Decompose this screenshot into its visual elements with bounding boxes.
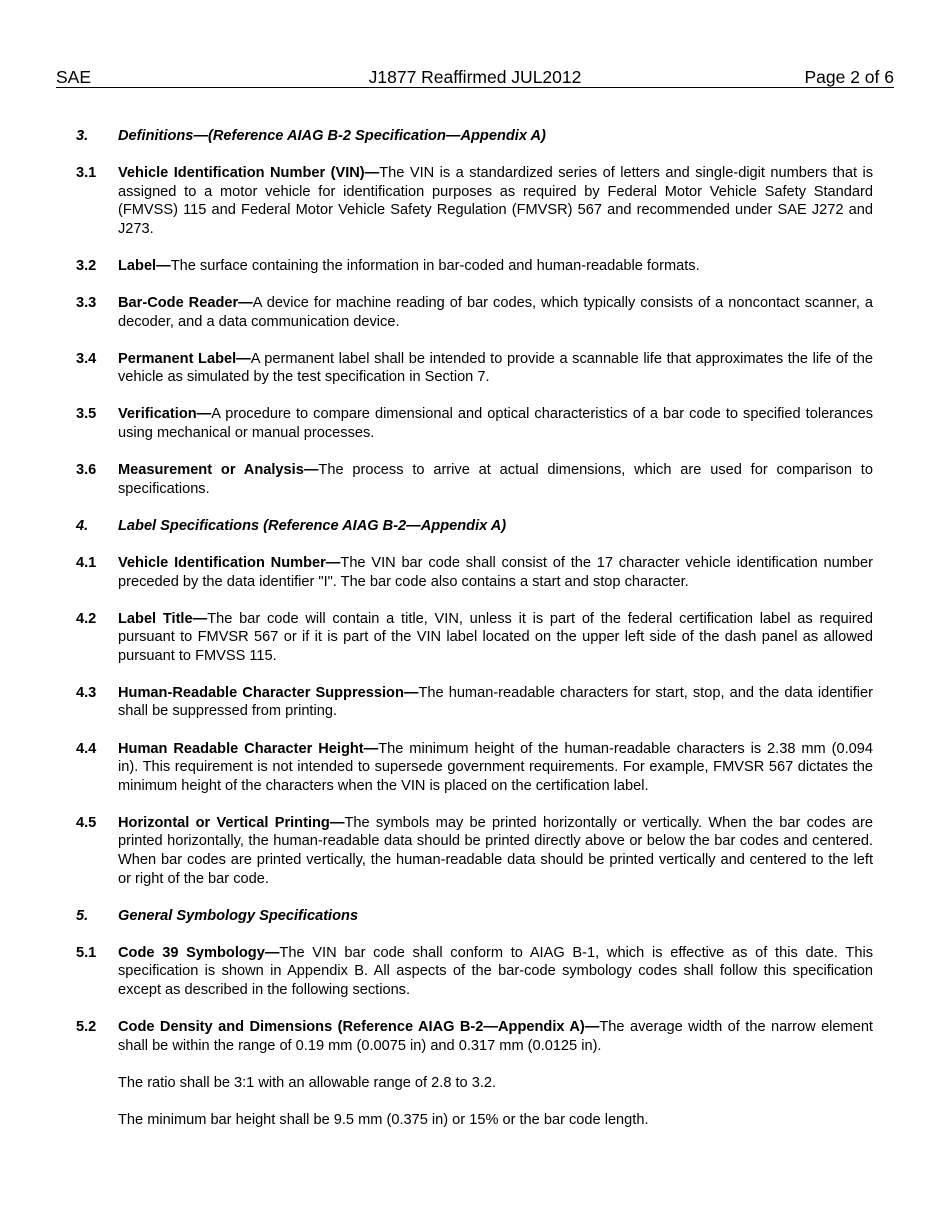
item-body: [118, 944, 873, 1000]
item-term: Human-Readable Character Suppression—: [118, 684, 419, 701]
item-body: [118, 257, 873, 276]
spec-item: [76, 944, 873, 1000]
spec-item: [76, 740, 873, 796]
header-document-id: J1877 Reaffirmed JUL2012: [368, 67, 582, 87]
item-number: 3.4: [76, 350, 97, 367]
header-organization: SAE: [56, 67, 92, 87]
spec-item: [76, 610, 873, 666]
item-body: [118, 350, 873, 387]
page-header: [56, 67, 894, 88]
item-number: 3.6: [76, 462, 97, 479]
item-text: The VIN is a standardized series of letters and single-digit numbers that is assigned to a motor vehicle for identification purposes as required by Federal Motor Vehicle Safety Standard (FMVSS) 115 and Federal Motor Vehicle Safety Regulation (FMVSR) 567 and recommended under SAE J272 and J273.: [118, 165, 873, 237]
item-body: [118, 554, 873, 591]
item-body: [118, 294, 873, 331]
spec-item: [76, 684, 873, 721]
item-body: [118, 684, 873, 721]
item-text: The VIN bar code shall conform to AIAG B-1, which is effective as of this date. This specification is shown in Appendix B. All aspects of the bar-code symbology codes shall follow this specification except as described in the following sections.: [118, 944, 873, 998]
item-term: Bar-Code Reader—: [118, 295, 253, 312]
item-body: [118, 164, 873, 238]
item-number: 3.3: [76, 295, 97, 312]
definition-item: [76, 294, 873, 331]
section-heading: [76, 517, 873, 536]
item-number: 4.3: [76, 684, 97, 701]
item-body: [118, 1018, 873, 1055]
section-title: Label Specifications (Reference AIAG B-2—Appendix A): [118, 517, 507, 534]
spec-item: [76, 1018, 873, 1055]
section-number: 3.: [76, 128, 89, 144]
item-term: Permanent Label—: [118, 350, 251, 367]
item-text: The VIN bar code shall consist of the 17 character vehicle identification number preceded by the data identifier "I". The bar code also contains a start and stop character.: [118, 554, 873, 590]
item-number: 4.1: [76, 554, 97, 571]
spec-item: [76, 554, 873, 591]
item-number: 3.1: [76, 165, 97, 182]
item-text: A permanent label shall be intended to provide a scannable life that approximates the life of the vehicle as simulated by the test specification in Section 7.: [118, 350, 873, 386]
paragraph-text: The ratio shall be 3:1 with an allowable range of 2.8 to 3.2.: [118, 1074, 497, 1091]
plain-paragraph: [76, 1074, 873, 1093]
item-term: Vehicle Identification Number (VIN)—: [118, 165, 380, 182]
header-page-number: Page 2 of 6: [804, 67, 894, 87]
item-body: [118, 740, 873, 796]
definition-item: [76, 405, 873, 442]
item-body: [118, 461, 873, 498]
item-body: [118, 814, 873, 888]
item-term: Verification—: [118, 406, 212, 423]
spec-item: [76, 814, 873, 888]
paragraph-text: The minimum bar height shall be 9.5 mm (0.375 in) or 15% or the bar code length.: [118, 1111, 649, 1128]
item-text: The average width of the narrow element shall be within the range of 0.19 mm (0.0075 in) and 0.317 mm (0.0125 in).: [118, 1019, 873, 1054]
plain-paragraph: [76, 1111, 873, 1130]
item-text: A device for machine reading of bar codes, which typically consists of a noncontact scanner, a decoder, and a data communication device.: [118, 295, 873, 330]
section-heading: [76, 907, 873, 926]
section-heading: [76, 127, 873, 146]
item-text: The minimum height of the human-readable characters is 2.38 mm (0.094 in). This requirement is not intended to supersede government requirements. For example, FMVSR 567 dictates the minimum height of the characters when the VIN is placed on the certification label.: [118, 740, 873, 794]
item-number: 5.1: [76, 944, 97, 961]
item-number: 5.2: [76, 1019, 97, 1036]
definition-item: [76, 461, 873, 498]
definition-item: [76, 257, 873, 276]
section-title: General Symbology Specifications: [118, 907, 359, 924]
section-title: Definitions—(Reference AIAG B-2 Specification—Appendix A): [118, 128, 546, 144]
definition-item: [76, 164, 873, 238]
item-body: [118, 610, 873, 666]
item-text: The surface containing the information in bar-coded and human-readable formats.: [170, 257, 700, 274]
item-body: [118, 405, 873, 442]
item-text: The process to arrive at actual dimensions, which are used for comparison to specifications.: [118, 462, 873, 497]
item-term: Code 39 Symbology—: [118, 944, 280, 961]
item-text: The human-readable characters for start, stop, and the data identifier shall be suppressed from printing.: [118, 684, 873, 720]
definition-item: [76, 350, 873, 387]
item-text: A procedure to compare dimensional and optical characteristics of a bar code to specified tolerances using mechanical or manual processes.: [118, 406, 873, 442]
item-term: Label—: [118, 257, 171, 274]
item-number: 3.2: [76, 257, 97, 274]
item-term: Code Density and Dimensions (Reference AIAG B-2—Appendix A)—: [118, 1019, 600, 1036]
item-term: Vehicle Identification Number—: [118, 554, 341, 571]
item-term: Horizontal or Vertical Printing—: [118, 814, 345, 831]
item-number: 4.5: [76, 814, 97, 831]
item-number: [76, 1111, 118, 1130]
item-term: Label Title—: [118, 610, 208, 627]
item-term: Human Readable Character Height—: [118, 740, 379, 757]
section-number: 4.: [76, 517, 89, 534]
item-number: 4.4: [76, 740, 97, 757]
item-number: 4.2: [76, 610, 97, 627]
item-number: 3.5: [76, 406, 97, 423]
document-body: [76, 127, 873, 1148]
item-text: The bar code will contain a title, VIN, unless it is part of the federal certification label as required pursuant to FMVSR 567 or if it is part of the VIN label located on the upper left side of the dash panel as allowed pursuant to FMVSS 115.: [118, 610, 873, 664]
item-text: The symbols may be printed horizontally or vertically. When the bar codes are printed horizontally, the human-readable data should be printed directly above or below the bar codes and centered. When bar codes are printed vertically, the human-readable data should be printed vertically and centered to the left or right of the bar code.: [118, 814, 873, 887]
section-number: 5.: [76, 907, 89, 924]
item-number: [76, 1074, 118, 1093]
item-term: Measurement or Analysis—: [118, 462, 319, 479]
